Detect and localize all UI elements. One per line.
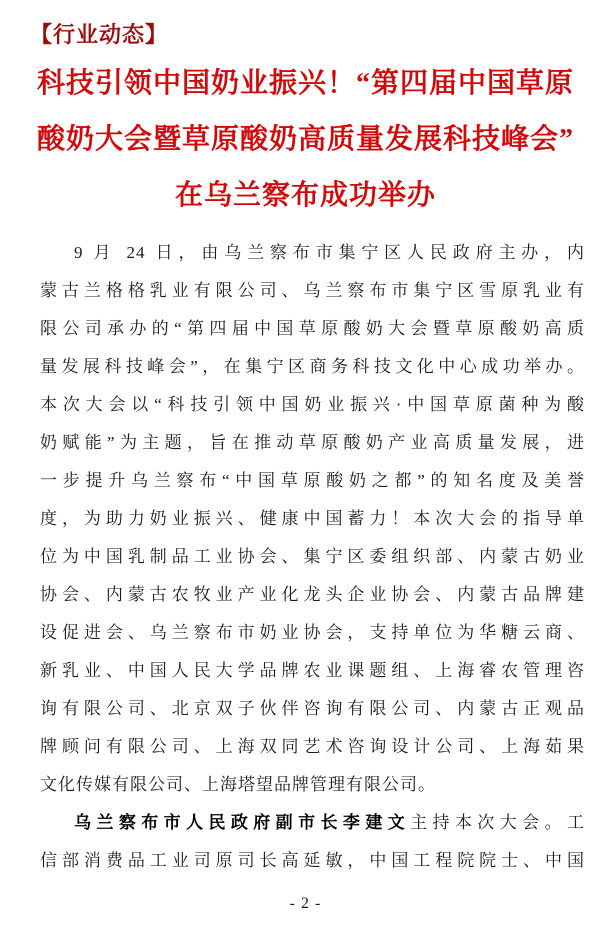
body-line: 询有限公司、北京双子伙伴咨询有限公司、内蒙古正观品 bbox=[40, 699, 585, 718]
title-line-2: 酸奶大会暨草原酸奶高质量发展科技峰会” bbox=[36, 124, 574, 155]
body-line: 蒙古兰格格乳业有限公司、乌兰察布市集宁区雪原乳业有 bbox=[40, 281, 585, 300]
body-line bbox=[40, 804, 585, 842]
paragraph-1 bbox=[40, 234, 585, 804]
body-line: 度，为助力奶业振兴、健康中国蓄力！本次大会的指导单 bbox=[40, 509, 585, 528]
body-line: 位为中国乳制品工业协会、集宁区委组织部、内蒙古奶业 bbox=[40, 547, 585, 566]
speaker-name-bold: 乌兰察布市人民政府副市长李建文 bbox=[74, 813, 411, 832]
body-line: 量发展科技峰会”，在集宁区商务科技文化中心成功举办。 bbox=[40, 357, 585, 376]
body-line: 文化传媒有限公司、上海塔望品牌管理有限公司。 bbox=[40, 775, 436, 794]
article-title bbox=[36, 56, 575, 224]
page-number: - 2 - bbox=[289, 895, 322, 912]
article-body bbox=[40, 234, 585, 880]
body-line: 9 月 24 日，由乌兰察布市集宁区人民政府主办，内 bbox=[74, 243, 585, 262]
title-line-3: 在乌兰察布成功举办 bbox=[174, 180, 436, 211]
paragraph-2 bbox=[40, 804, 585, 880]
body-line: 牌顾问有限公司、上海双同艺术咨询设计公司、上海茹果 bbox=[40, 737, 585, 756]
body-line: 信部消费品工业司原司长高延敏，中国工程院院士、中国 bbox=[40, 851, 585, 870]
body-line: 限公司承办的“第四届中国草原酸奶大会暨草原酸奶高质 bbox=[40, 319, 585, 338]
body-line: 协会、内蒙古农牧业产业化龙头企业协会、内蒙古品牌建 bbox=[40, 585, 585, 604]
body-line-rest: 主持本次大会。工 bbox=[410, 813, 586, 832]
body-line: 本次大会以“科技引领中国奶业振兴·中国草原菌种为酸 bbox=[40, 395, 585, 414]
body-line: 设促进会、乌兰察布市奶业协会，支持单位为华糖云商、 bbox=[40, 623, 585, 642]
body-line: 新乳业、中国人民大学品牌农业课题组、上海睿农管理咨 bbox=[40, 661, 585, 680]
title-line-1: 科技引领中国奶业振兴！“第四届中国草原 bbox=[36, 68, 574, 99]
section-label: 【行业动态】 bbox=[30, 22, 169, 47]
body-line: 奶赋能”为主题，旨在推动草原酸奶产业高质量发展，进 bbox=[40, 433, 585, 452]
body-line: 一步提升乌兰察布“中国草原酸奶之都”的知名度及美誉 bbox=[40, 471, 585, 490]
